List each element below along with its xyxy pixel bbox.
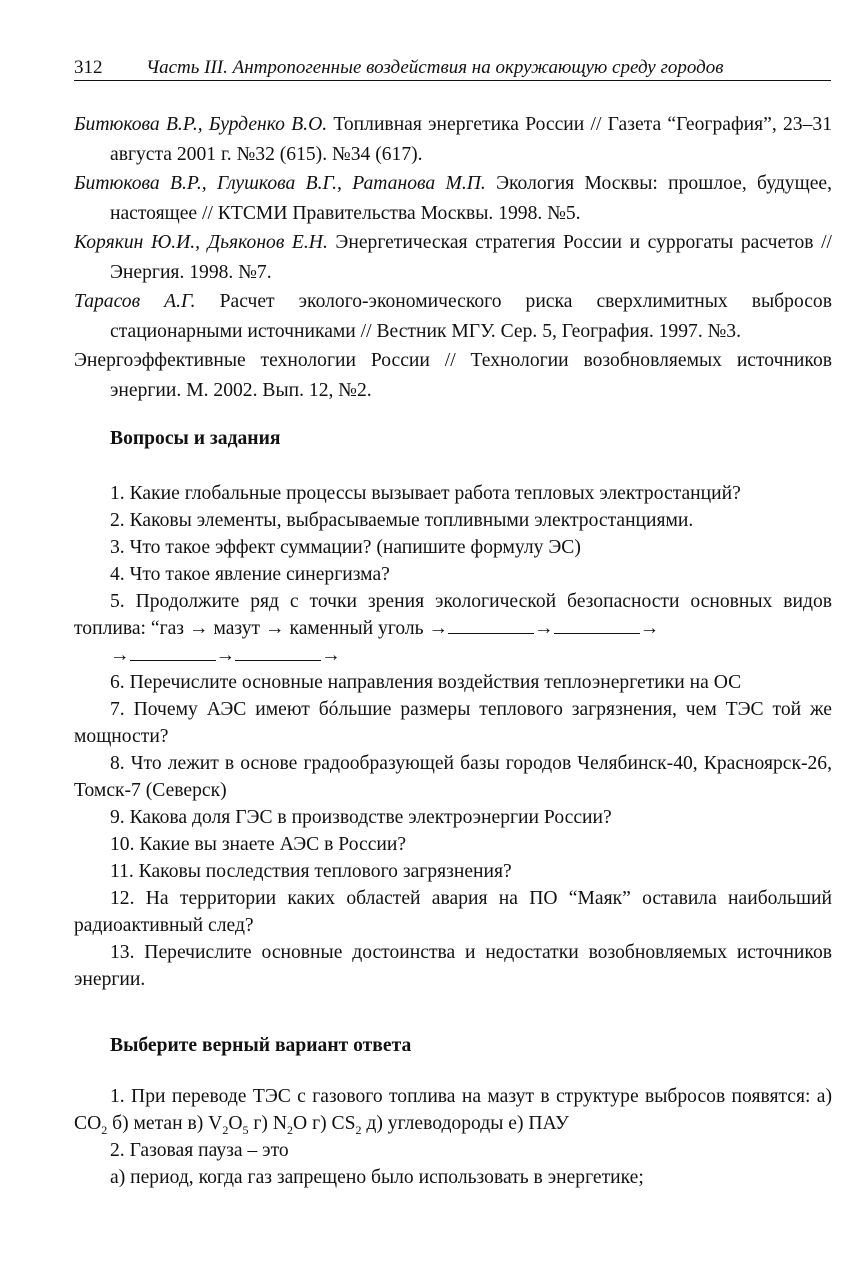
choose-list <box>74 1083 832 1191</box>
subscript: 2 <box>222 1122 229 1137</box>
question-item: 6. Перечислите основные направления воздействия теплоэнергетики на ОС <box>110 672 742 693</box>
question-item: 11. Каковы последствия теплового загрязнения? <box>110 861 512 882</box>
reference-list <box>74 110 832 405</box>
questions-heading: Вопросы и задания <box>110 428 281 449</box>
choose-heading: Выберите верный вариант ответа <box>110 1035 412 1056</box>
arrow-glyph: → <box>639 618 660 639</box>
arrow-glyph: → <box>534 618 554 639</box>
choose-q1-prefix: 1. При переводе ТЭС с газового топлива на мазут в структуре выбросов появятся: а) CO <box>74 1086 832 1134</box>
question-item: 8. Что лежит в основе градообразующей базы городов Челябинск-40, Красноярск-26, Томск-7 (Северск) <box>74 753 832 801</box>
arrow-glyph: → <box>215 645 236 666</box>
reference-item <box>74 110 832 169</box>
header-rule <box>74 80 831 81</box>
reference-authors: Битюкова В.Р., Бурденко В.О. <box>74 114 328 135</box>
reference-item <box>74 169 832 228</box>
page-number: 312 <box>74 57 103 78</box>
reference-text: Экология Москвы: прошлое, будущее, настоящее // КТСМИ Правительства Москвы. 1998. №5. <box>110 173 832 224</box>
question-item: 1. Какие глобальные процессы вызывает работа тепловых электростанций? <box>110 483 741 504</box>
subscript: 2 <box>355 1122 362 1137</box>
arrow-glyph: → <box>110 645 130 666</box>
reference-text: Топливная энергетика России // Газета “География”, 23–31 августа 2001 г. №32 (615). №34 (617). <box>110 114 832 165</box>
answer-blank <box>448 615 534 634</box>
questions-list <box>74 480 832 993</box>
choose-question-2-option-a: а) период, когда газ запрещено было использовать в энергетике; <box>110 1167 644 1188</box>
question-item <box>74 588 832 642</box>
question-item: 7. Почему АЭС имеют бóльшие размеры теплового загрязнения, чем ТЭС той же мощности? <box>74 699 832 747</box>
question-item: 9. Какова доля ГЭС в производстве электроэнергии России? <box>110 807 612 828</box>
choose-q1-part: O г) CS <box>293 1113 356 1134</box>
reference-authors: Битюкова В.Р., Глушкова В.Г., Ратанова М.П. <box>74 173 486 194</box>
answer-blank <box>554 615 640 634</box>
question-5-text: 5. Продолжите ряд с точки зрения экологической безопасности основных видов топлива: “газ → мазут → каменный уголь → <box>74 591 832 639</box>
question-item: 2. Каковы элементы, выбрасываемые топливными электростанциями. <box>110 510 694 531</box>
choose-q1-part: г) N <box>248 1113 288 1134</box>
arrow-glyph: → <box>321 645 341 666</box>
reference-item <box>74 346 832 405</box>
question-item: 10. Какие вы знаете АЭС в России? <box>110 834 407 855</box>
reference-authors: Тарасов А.Г. <box>74 291 196 312</box>
running-title: Часть III. Антропогенные воздействия на окружающую среду городов <box>146 57 724 78</box>
reference-item <box>74 287 832 346</box>
question-item: 3. Что такое эффект суммации? (напишите формулу ЭС) <box>110 537 581 558</box>
subscript: 5 <box>242 1122 249 1137</box>
reference-text: Энергетическая стратегия России и суррогаты расчетов // Энергия. 1998. №7. <box>110 232 832 283</box>
choose-q1-part: д) углеводороды е) ПАУ <box>361 1113 569 1134</box>
choose-q1-part: O <box>228 1113 243 1134</box>
reference-text: Расчет эколого-экономического риска сверхлимитных выбросов стационарными источниками // Вестник МГУ. Сер. 5, География. 1997. №3. <box>110 291 832 342</box>
question-item: 4. Что такое явление синергизма? <box>110 564 390 585</box>
reference-item <box>74 228 832 287</box>
subscript: 2 <box>287 1122 294 1137</box>
subscript: 2 <box>101 1122 108 1137</box>
choose-question-1 <box>74 1083 832 1137</box>
question-item: 13. Перечислите основные достоинства и недостатки возобновляемых источников энергии. <box>74 942 832 990</box>
question-item: 12. На территории каких областей авария на ПО “Маяк” оставила наибольший радиоактивный след? <box>74 888 832 936</box>
reference-authors: Корякин Ю.И., Дьяконов Е.Н. <box>74 232 328 253</box>
question-continuation <box>74 642 832 669</box>
reference-text: Энергоэффективные технологии России // Технологии возобновляемых источников энергии. М. 2002. Вып. 12, №2. <box>74 350 832 401</box>
answer-blank <box>130 642 216 661</box>
page-header <box>74 50 831 80</box>
answer-blank <box>235 642 321 661</box>
choose-question-2: 2. Газовая пауза – это <box>110 1140 289 1161</box>
choose-q1-part: б) метан в) V <box>107 1113 223 1134</box>
